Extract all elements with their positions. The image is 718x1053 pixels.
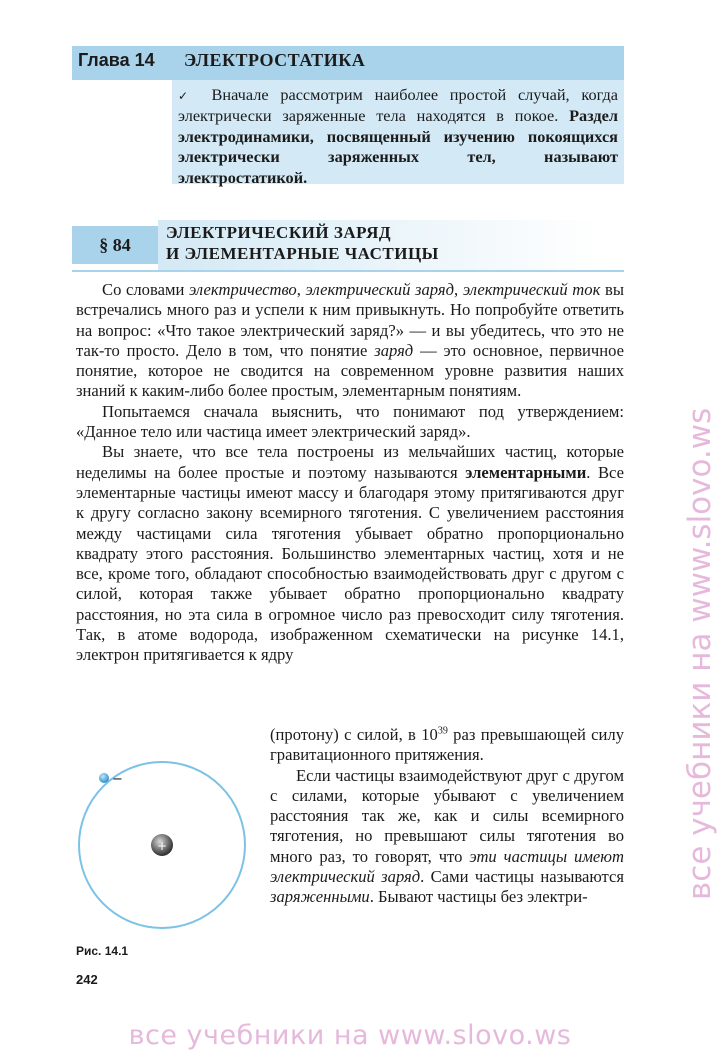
- paragraph-3: [76, 442, 624, 665]
- body-text: [76, 280, 624, 666]
- text-run: вы встречались много раз и успели к ним привыкнуть. Но попробуйте ответить на вопрос: «Что такое электрический заряд?» — и вы убедитесь, что это не так-то просто. Дело в том, что понятие: [76, 280, 624, 360]
- side-watermark: все учебники на www.slovo.ws: [682, 407, 718, 900]
- check-mark-icon: ✓: [178, 89, 196, 103]
- term-charged: заряженными: [270, 887, 370, 907]
- intro-definition: Раздел электродинамики, посвященный изучению покоящихся электрически заряженных тел, называют электростатикой.: [178, 106, 618, 187]
- term-electricity: электричество: [189, 280, 297, 299]
- intro-text: [178, 85, 618, 188]
- text-run: Если частицы взаимодействуют друг с другом с силами, которые убывают с увеличением расстояния так же, как и силы всемирного тяготения, но превышают силы тяготения во много раз, то говорят, что: [270, 765, 624, 866]
- term-elementary: элементарными: [465, 462, 587, 482]
- text-run: Вы знаете, что все тела построены из мельчайших частиц, которые неделимы на более простые и поэтому называются: [76, 442, 624, 482]
- nucleus-sign: +: [156, 839, 168, 853]
- term-electric-current: электрический ток: [462, 280, 601, 299]
- text-run: раз превышающей силу гравитационного притяжения.: [270, 725, 624, 765]
- side-text: [270, 725, 624, 908]
- hydrogen-atom-figure: [74, 770, 264, 942]
- text-run: . Сами частицы называются: [420, 867, 624, 887]
- page-number: 242: [76, 972, 98, 987]
- intro-plain: Вначале рассмотрим наиболее простой случай, когда электрически заряженные тела находятся в покое.: [178, 85, 618, 126]
- section-number: § 84: [72, 226, 158, 264]
- text-run: — это основное, первичное понятие, которое не сводится на современном уровне развития наших знаний к каким-либо более простым, элементарным понятиям.: [76, 340, 624, 401]
- text-run: Со словами: [102, 280, 189, 299]
- section-title-line-1: ЭЛЕКТРИЧЕСКИЙ ЗАРЯД: [166, 223, 392, 242]
- text-run: ,: [454, 280, 463, 299]
- section-title-line-2: И ЭЛЕМЕНТАРНЫЕ ЧАСТИЦЫ: [166, 244, 439, 263]
- figure-caption: Рис. 14.1: [76, 944, 129, 958]
- chapter-title: ЭЛЕКТРОСТАТИКА: [184, 50, 366, 70]
- bottom-watermark: все учебники на www.slovo.ws: [128, 1020, 572, 1051]
- paragraph-1: [76, 280, 624, 402]
- term-charge: заряд: [374, 340, 414, 360]
- text-run: . Бывают частицы без электри-: [369, 887, 588, 907]
- text-run: . Все элементарные частицы имеют массу и благодаря этому притягиваются друг к другу согласно закону всемирного тяготения. С увеличением расстояния между частицами сила тяготения убывает обратно пропорционально квадрату этого расстояния. Большинство элементарных частиц, хотя и не все, кроме того, обладают способностью взаимодействовать друг с другом с силой, которая также убывает обратно пропорционально квадрату расстояния, но эта сила в огромное число раз превосходит силу тяготения. Так, в атоме водорода, изображенном схематически на рисунке 14.1, электрон притягивается к ядру: [76, 462, 624, 665]
- text-run: ,: [296, 280, 306, 299]
- section-underline: [72, 270, 624, 272]
- paragraph-2: Попытаемся сначала выяснить, что понимают под утверждением: «Данное тело или частица имеет электрический заряд».: [76, 401, 624, 442]
- side-paragraph-2: [270, 766, 624, 908]
- side-paragraph-1: [270, 725, 624, 766]
- section-title: [166, 222, 606, 264]
- electron: [99, 773, 109, 783]
- definition-italic: эти частицы имеют электрический заряд: [270, 846, 624, 887]
- chapter-label: Глава 14: [78, 50, 155, 70]
- term-electric-charge: электрический заряд: [305, 280, 454, 299]
- exponent: 39: [437, 725, 448, 737]
- text-run: (протону) с силой, в 10: [270, 725, 438, 744]
- electron-sign: −: [112, 772, 123, 787]
